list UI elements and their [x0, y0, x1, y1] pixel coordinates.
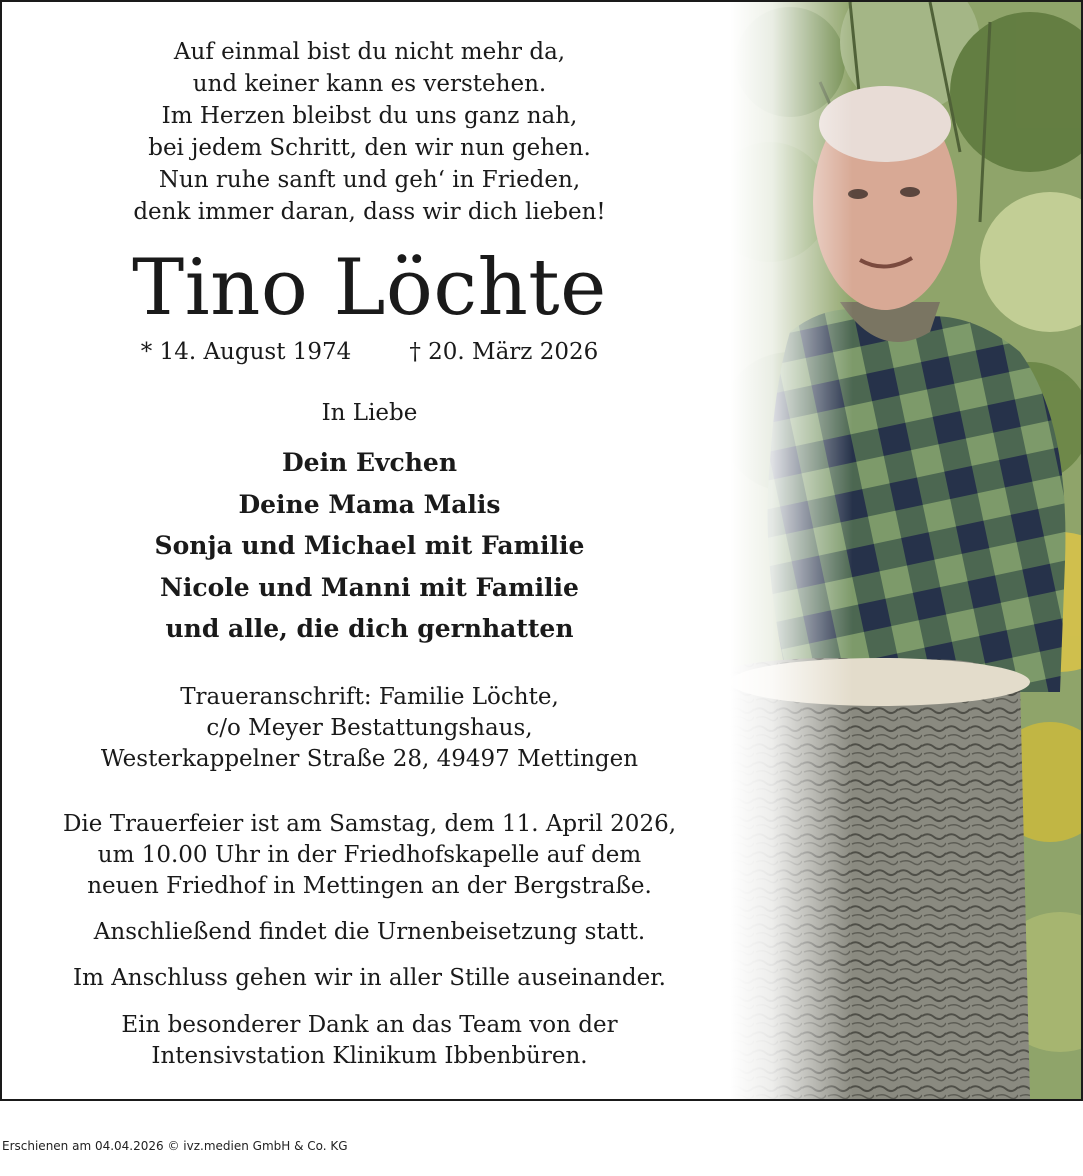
- mourner: Sonja und Michael mit Familie: [154, 531, 585, 560]
- mourner: und alle, die dich gernhatten: [165, 614, 574, 643]
- portrait-photo: [730, 2, 1081, 1099]
- service-line: Die Trauerfeier ist am Samstag, dem 11. April 2026,: [62, 811, 677, 837]
- thanks-line: Intensivstation Klinikum Ibbenbüren.: [151, 1043, 588, 1069]
- portrait-illustration: [730, 2, 1081, 1099]
- poem-line: und keiner kann es verstehen.: [192, 71, 547, 97]
- publication-footer: Erschienen am 04.04.2026 © ivz.medien GmbH & Co. KG: [2, 1139, 348, 1153]
- mourner: Dein Evchen: [281, 448, 458, 477]
- thanks-line: Ein besonderer Dank an das Team von der: [121, 1012, 618, 1038]
- poem-line: Im Herzen bleibst du uns ganz nah,: [161, 103, 578, 129]
- mourners-list: [2, 442, 737, 650]
- mourning-address: [2, 682, 737, 775]
- address-line: c/o Meyer Bestattungshaus,: [206, 715, 533, 741]
- urn-burial-note: Anschließend findet die Urnenbeisetzung statt.: [93, 919, 646, 945]
- poem-line: denk immer daran, dass wir dich lieben!: [133, 199, 606, 225]
- poem: [2, 36, 737, 228]
- service-line: neuen Friedhof in Mettingen an der Bergstraße.: [87, 873, 652, 899]
- in-love-label: In Liebe: [321, 400, 418, 426]
- service-line: um 10.00 Uhr in der Friedhofskapelle auf dem: [97, 842, 642, 868]
- deceased-name: Tino Löchte: [132, 243, 607, 333]
- photo-fade: [730, 2, 1081, 1099]
- birth-date: * 14. August 1974: [140, 339, 352, 365]
- thanks-note: [2, 1010, 737, 1072]
- poem-line: Auf einmal bist du nicht mehr da,: [173, 39, 566, 65]
- address-line: Traueranschrift: Familie Löchte,: [180, 684, 559, 710]
- poem-line: Nun ruhe sanft und geh‘ in Frieden,: [158, 167, 581, 193]
- address-line: Westerkappelner Straße 28, 49497 Mettingen: [100, 746, 639, 772]
- farewell-note: Im Anschluss gehen wir in aller Stille auseinander.: [72, 965, 666, 991]
- funeral-service-info: [2, 809, 737, 902]
- mourner: Nicole und Manni mit Familie: [160, 572, 579, 602]
- poem-line: bei jedem Schritt, den wir nun gehen.: [148, 135, 591, 161]
- death-date: † 20. März 2026: [409, 339, 599, 365]
- life-dates: [2, 336, 737, 368]
- mourner: Deine Mama Malis: [238, 489, 501, 519]
- obituary-text-column: [2, 2, 737, 1099]
